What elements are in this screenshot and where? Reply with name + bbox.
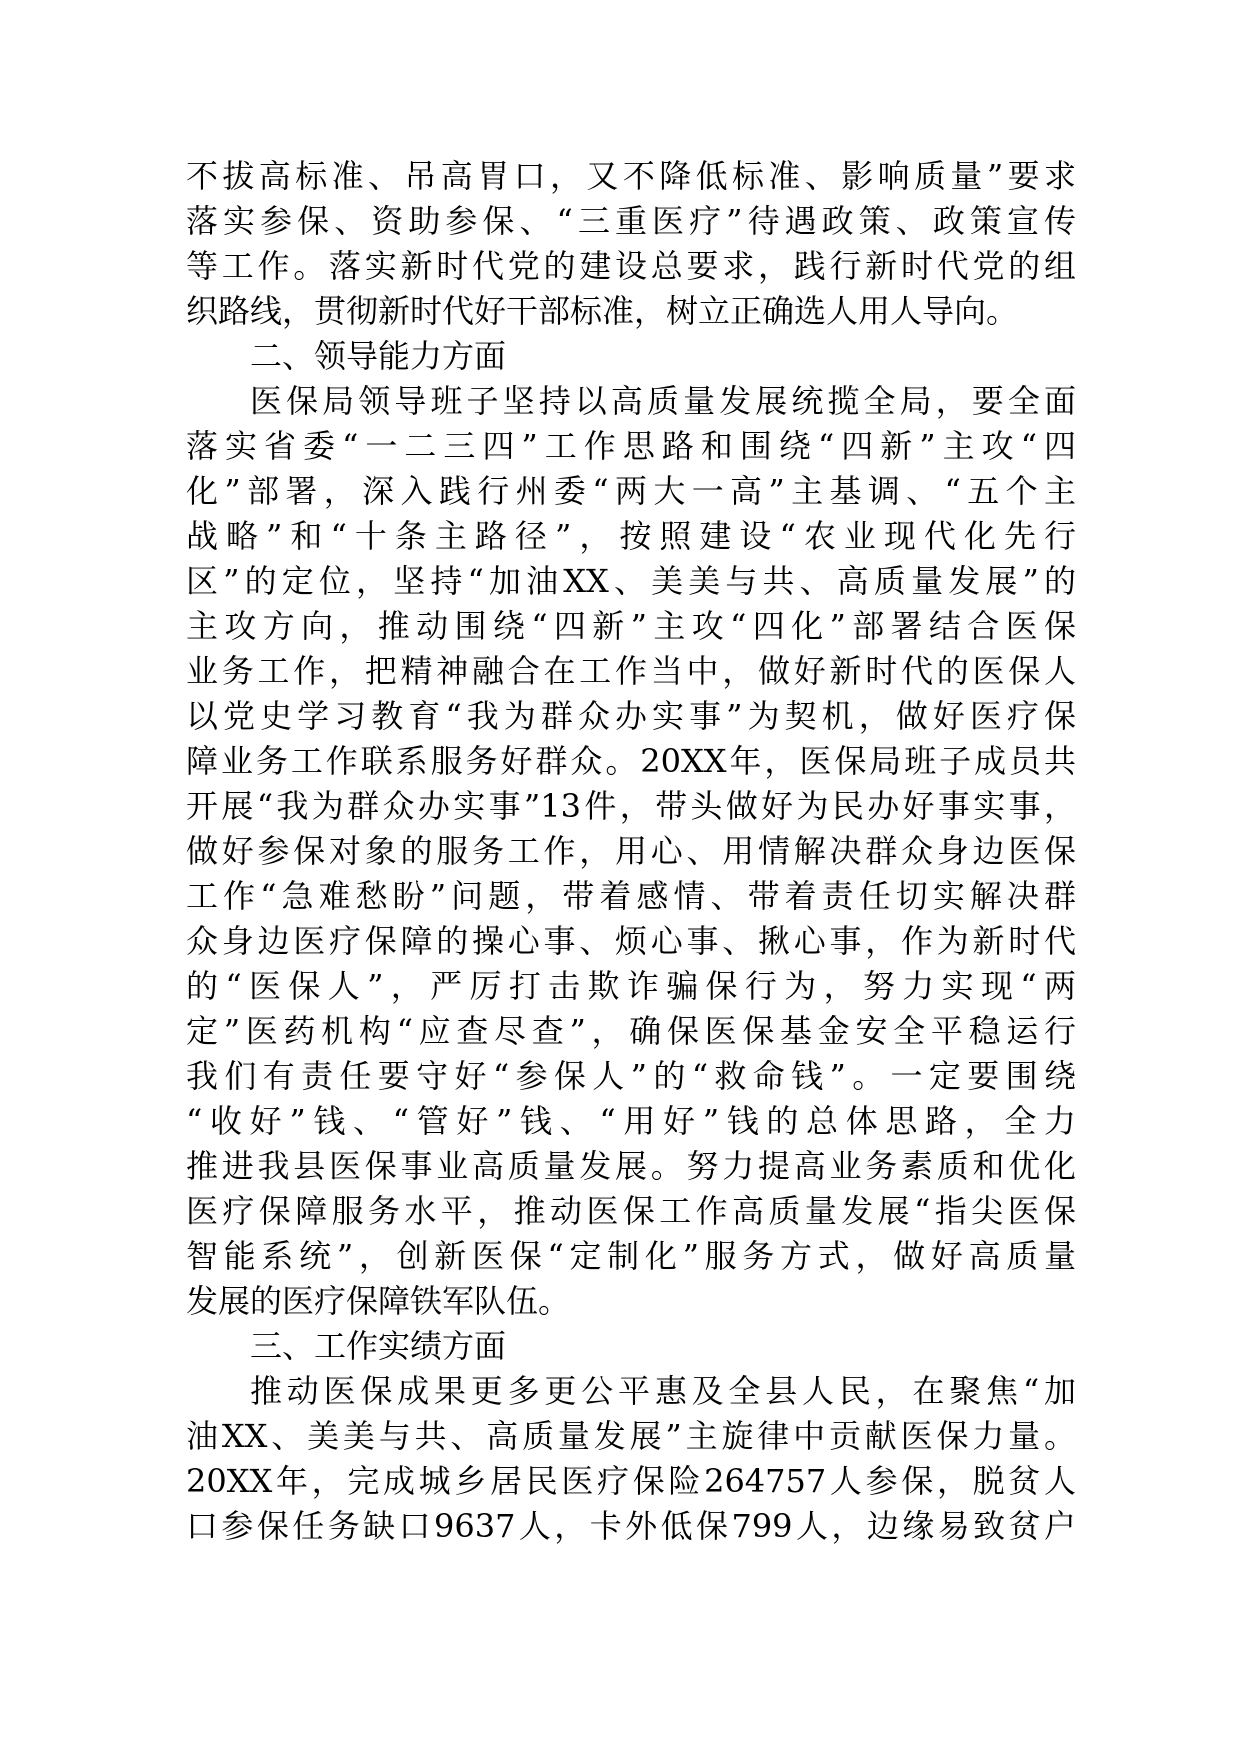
section-heading-performance: 三、工作实绩方面 — [250, 1327, 507, 1365]
body-line: “收好”钱、“管好”钱、“用好”钱的总体思路，全力 — [186, 1102, 1076, 1140]
body-line: 做好参保对象的服务工作，用心、用情解决群众身边医保 — [186, 832, 1076, 870]
body-line: 开展“我为群众办实事”13件，带头做好为民办好事实事， — [186, 787, 1076, 825]
body-line-3: 等工作。落实新时代党的建设总要求，践行新时代党的组 — [186, 247, 1076, 285]
body-line: 化”部署，深入践行州委“两大一高”主基调、“五个主 — [186, 472, 1076, 510]
body-line: 以党史学习教育“我为群众办实事”为契机，做好医疗保 — [186, 697, 1076, 735]
body-line-1: 不拔高标准、吊高胃口，又不降低标准、影响质量”要求 — [186, 157, 1076, 195]
body-line: 我们有责任要守好“参保人”的“救命钱”。一定要围绕 — [186, 1057, 1076, 1095]
paragraph-first-line: 推动医保成果更多更公平惠及全县人民，在聚焦“加 — [250, 1372, 1076, 1410]
body-line: 工作“急难愁盼”问题，带着感情、带着责任切实解决群 — [186, 877, 1076, 915]
body-line: 医疗保障服务水平，推动医保工作高质量发展“指尖医保 — [186, 1192, 1076, 1230]
body-line: 智能系统”，创新医保“定制化”服务方式，做好高质量 — [186, 1237, 1076, 1275]
body-line: 发展的医疗保障铁军队伍。 — [186, 1282, 571, 1320]
body-line: 众身边医疗保障的操心事、烦心事、揪心事，作为新时代 — [186, 922, 1076, 960]
body-line: 的“医保人”，严厉打击欺诈骗保行为，努力实现“两 — [186, 967, 1076, 1005]
body-line: 口参保任务缺口9637人，卡外低保799人，边缘易致贫户 — [186, 1507, 1076, 1545]
body-line: 主攻方向，推动围绕“四新”主攻“四化”部署结合医保 — [186, 607, 1076, 645]
body-line: 战略”和“十条主路径”，按照建设“农业现代化先行 — [186, 517, 1076, 555]
body-line-2: 落实参保、资助参保、“三重医疗”待遇政策、政策宣传 — [186, 202, 1076, 240]
body-line: 20XX年，完成城乡居民医疗保险264757人参保，脱贫人 — [186, 1462, 1076, 1500]
body-line: 推进我县医保事业高质量发展。努力提高业务素质和优化 — [186, 1147, 1076, 1185]
body-line: 落实省委“一二三四”工作思路和围绕“四新”主攻“四 — [186, 427, 1076, 465]
body-line: 油XX、美美与共、高质量发展”主旋律中贡献医保力量。 — [186, 1417, 1076, 1455]
body-line-4: 织路线，贯彻新时代好干部标准，树立正确选人用人导向。 — [186, 292, 1019, 330]
body-line: 区”的定位，坚持“加油XX、美美与共、高质量发展”的 — [186, 562, 1076, 600]
paragraph-first-line: 医保局领导班子坚持以高质量发展统揽全局，要全面 — [250, 382, 1076, 420]
body-line: 业务工作，把精神融合在工作当中，做好新时代的医保人 — [186, 652, 1076, 690]
body-line: 障业务工作联系服务好群众。20XX年，医保局班子成员共 — [186, 742, 1076, 780]
section-heading-leadership: 二、领导能力方面 — [250, 337, 507, 375]
body-line: 定”医药机构“应查尽查”，确保医保基金安全平稳运行 — [186, 1012, 1076, 1050]
